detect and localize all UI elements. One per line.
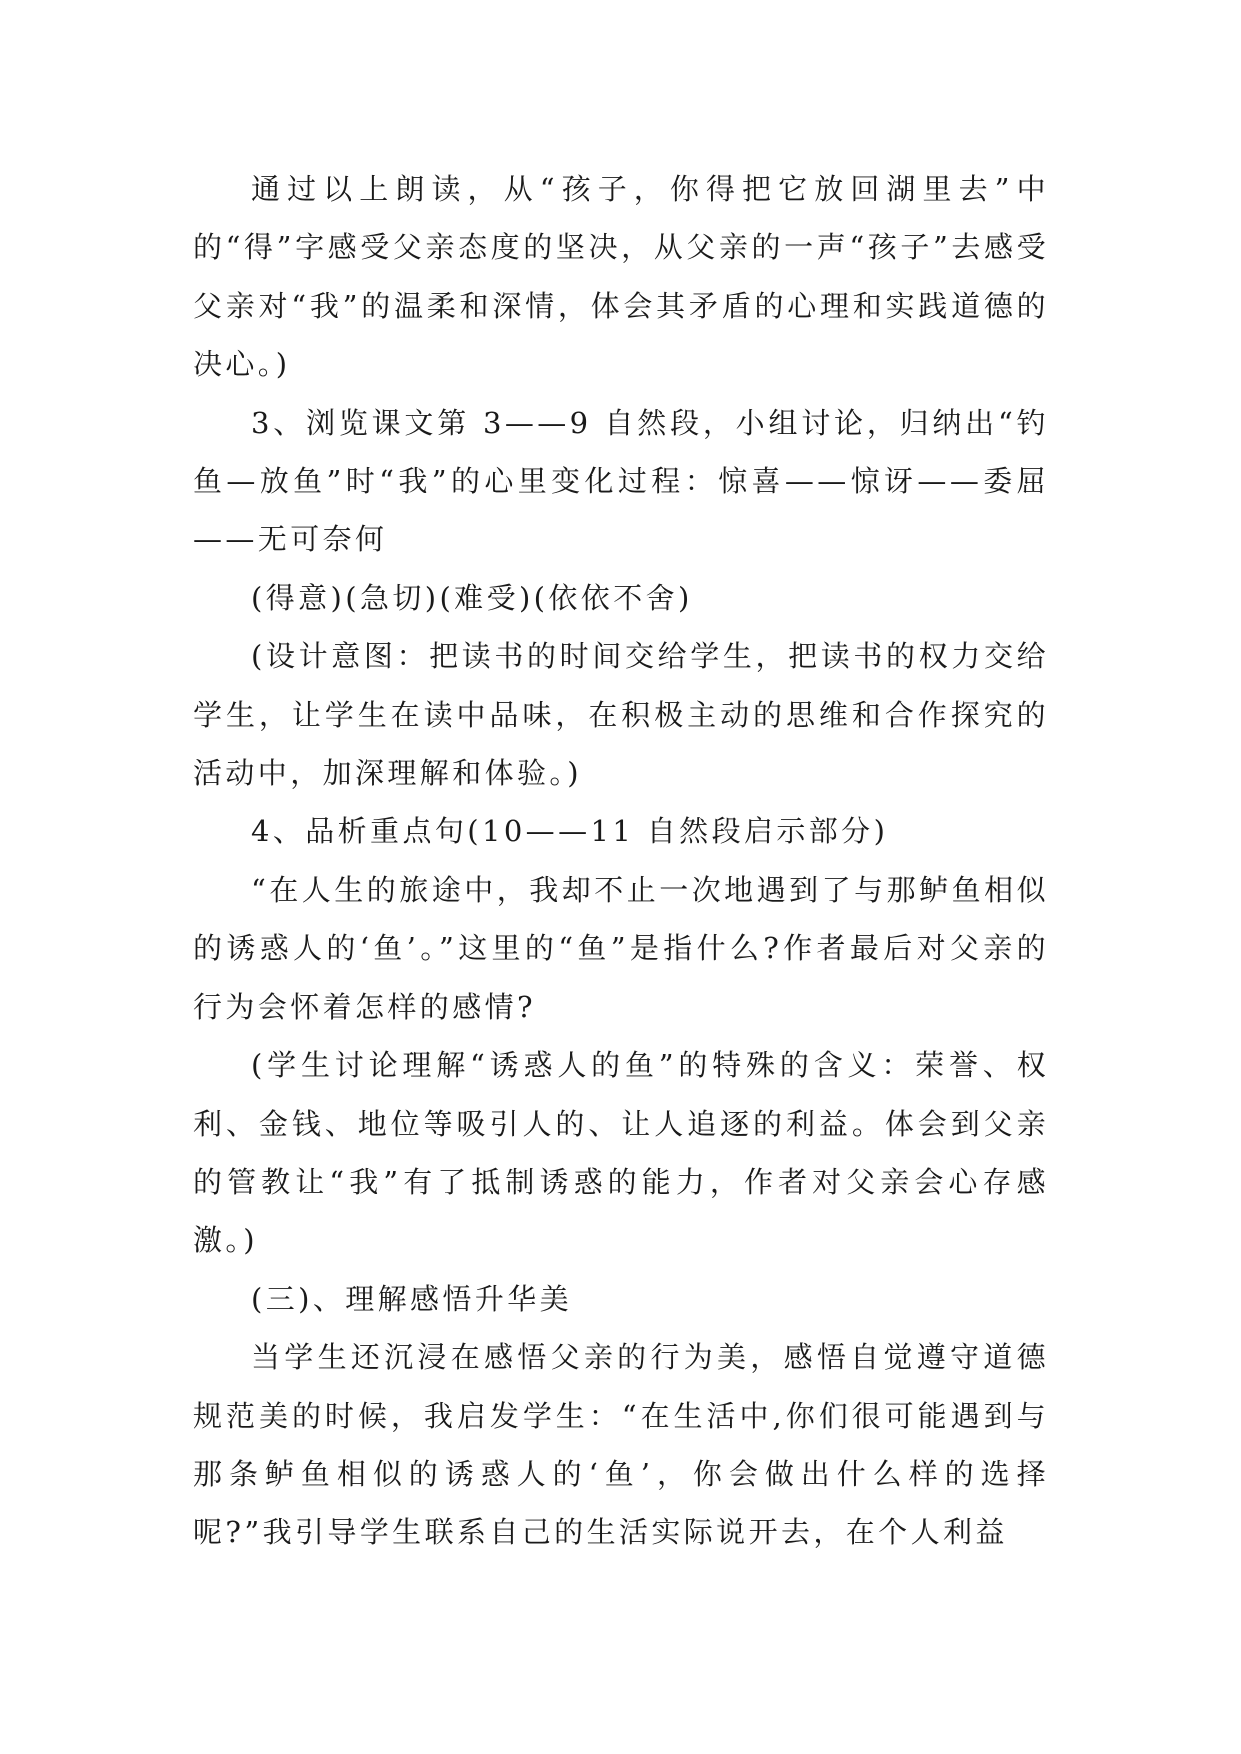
paragraph: (学生讨论理解“诱惑人的鱼”的特殊的含义：荣誉、权利、金钱、地位等吸引人的、让人追逐的利益。体会到父亲的管教让“我”有了抵制诱惑的能力，作者对父亲会心存感激。) — [193, 1048, 1049, 1258]
document-body — [193, 160, 1049, 1562]
paragraph: (设计意图：把读书的时间交给学生，把读书的权力交给学生，让学生在读中品味，在积极主动的思维和合作探究的活动中，加深理解和体验。) — [193, 639, 1049, 791]
paragraph: 3、浏览课文第 3——9 自然段，小组讨论，归纳出“钓鱼—放鱼”时“我”的心里变化过程：惊喜——惊讶——委屈——无可奈何 — [193, 405, 1049, 557]
paragraph: (得意)(急切)(难受)(依依不舍) — [251, 580, 693, 615]
paragraph: 4、品析重点句(10——11 自然段启示部分) — [251, 814, 889, 849]
paragraph: 当学生还沉浸在感悟父亲的行为美，感悟自觉遵守道德规范美的时候，我启发学生：“在生活中,你们很可能遇到与那条鲈鱼相似的诱惑人的‘鱼’，你会做出什么样的选择呢?”我引导学生联系自己的生活实际说开去，在个人利益 — [193, 1340, 1049, 1550]
section-heading: (三)、理解感悟升华美 — [251, 1281, 573, 1316]
paragraph: “在人生的旅途中，我却不止一次地遇到了与那鲈鱼相似的诱惑人的‘鱼’。”这里的“鱼”是指什么?作者最后对父亲的行为会怀着怎样的感情? — [193, 872, 1049, 1024]
paragraph: 通过以上朗读，从“孩子，你得把它放回湖里去”中的“得”字感受父亲态度的坚决，从父亲的一声“孩子”去感受父亲对“我”的温柔和深情，体会其矛盾的心理和实践道德的决心。) — [193, 172, 1049, 382]
